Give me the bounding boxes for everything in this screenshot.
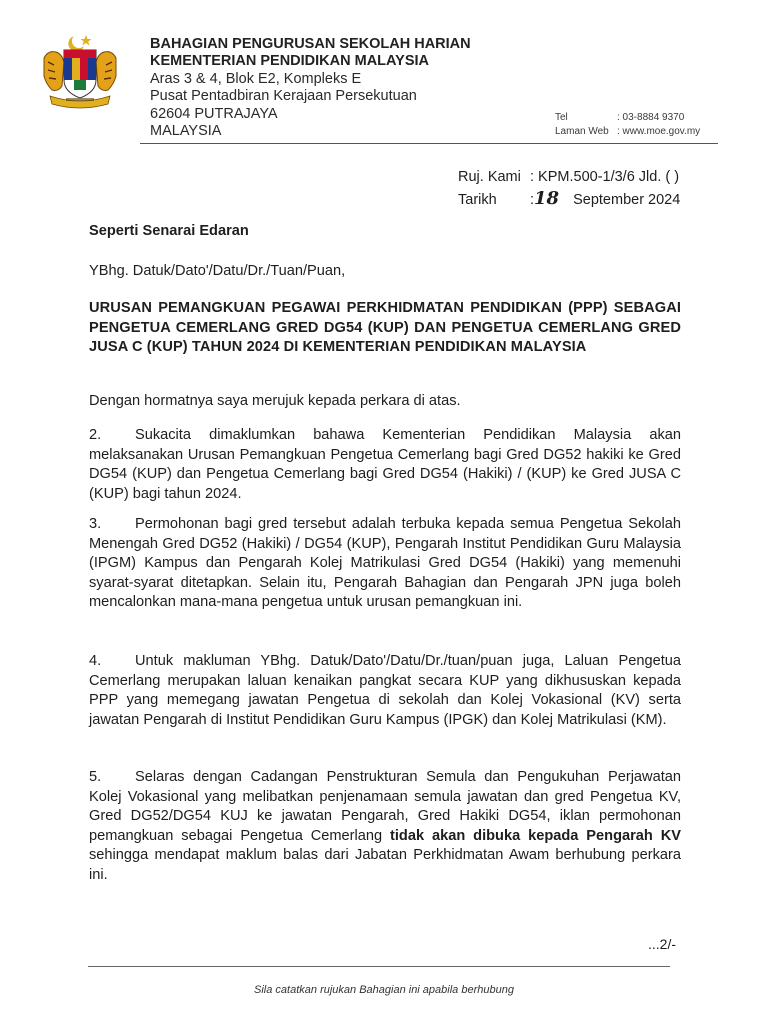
header-divider — [140, 143, 718, 144]
paragraph-2-text: Sukacita dimaklumkan bahawa Kementerian Pendidikan Malaysia akan melaksanakan Urusan Pemangkuan Pengetua Cemerlang bagi Gred DG52 hakiki ke Gred DG54 (KUP) dan Pengetua Cemerlang bagi Gred DG54 (Hakiki) / (KUP) ke Gred JUSA C (KUP) bagi tahun 2024. — [89, 427, 681, 502]
paragraph-5-text-a: Selaras dengan Cadangan Penstrukturan Semula dan Pengukuhan Perjawatan Kolej Vokasional yang melibatkan penjenamaan semula jawatan dan gred Pengetua KV, Gred DG52/DG54 KUJ ke jawatan Pengarah, Gred Hakiki DG54, iklan permohonan pemangkuan sebagai Pengetua Cemerlang — [89, 769, 681, 844]
recipient — [89, 222, 681, 242]
tel-value: : 03-8884 9370 — [617, 112, 685, 123]
letterhead — [150, 36, 471, 140]
paragraph-5 — [89, 768, 681, 886]
paragraph-2-number: 2. — [89, 427, 102, 443]
contact-info — [555, 111, 700, 139]
reference-block — [458, 167, 680, 211]
footer-divider — [88, 966, 670, 967]
web-label: Laman Web — [555, 126, 609, 137]
paragraph-5-emphasis: tidak akan dibuka kepada Pengarah KV — [390, 827, 681, 844]
tel-label: Tel — [555, 112, 568, 123]
ref-label: Ruj. Kami — [458, 169, 521, 185]
paragraph-3-number: 3. — [89, 516, 102, 532]
paragraph-2 — [89, 426, 681, 504]
division-name: BAHAGIAN PENGURUSAN SEKOLAH HARIAN — [150, 36, 471, 52]
paragraph-4 — [89, 652, 681, 730]
salutation-block — [89, 262, 681, 282]
footer-note: Sila catatkan rujukan Bahagian ini apabila berhubung — [254, 984, 514, 996]
recipient-line: Seperti Senarai Edaran — [89, 223, 249, 239]
subject-line: URUSAN PEMANGKUAN PEGAWAI PERKHIDMATAN PENDIDIKAN (PPP) SEBAGAI PENGETUA CEMERLANG GRED DG54 (KUP) DAN PENGETUA CEMERLANG GRED JUSA C (KUP) TAHUN 2024 DI KEMENTERIAN PENDIDIKAN MALAYSIA — [89, 300, 681, 356]
opening-block — [89, 392, 681, 412]
ref-value: : KPM.500-1/3/6 Jld. ( ) — [530, 169, 680, 185]
web-value: : www.moe.gov.my — [617, 126, 701, 137]
page-continuation: ...2/- — [648, 936, 677, 952]
salutation: YBhg. Datuk/Dato'/Datu/Dr./Tuan/Puan, — [89, 263, 346, 279]
date-colon: : — [530, 192, 535, 208]
paragraph-3-text: Permohonan bagi gred tersebut adalah terbuka kepada semua Pengetua Sekolah Menengah Gred DG52 (Hakiki) / DG54 (KUP), Pengarah Institut Pendidikan Guru Malaysia (IPGM) Kampus dan Pengarah Kolej Matrikulasi Gred DG54 (Hakiki) yang memenuhi syarat-syarat ditetapkan. Selain itu, Pengarah Bahagian dan Pengarah JPN juga boleh mencalonkan mana-mana pengetua untuk urusan pemangkuan ini. — [89, 516, 681, 611]
ministry-name: KEMENTERIAN PENDIDIKAN MALAYSIA — [150, 53, 430, 70]
date-month-year: September 2024 — [573, 192, 681, 208]
paragraph-4-text: Untuk makluman YBhg. Datuk/Dato'/Datu/Dr./tuan/puan juga, Laluan Pengetua Cemerlang merupakan laluan kenaikan pangkat secara KUP yang dikhususkan kepada PPP yang memegang jawatan Pengetua di sekolah dan Kolej Vokasional (KV) serta jawatan Pengarah di Institut Pendidikan Guru Kampus (IPGK) dan Kolej Matrikulasi (KM). — [89, 653, 681, 728]
paragraph-5-number: 5. — [89, 769, 102, 785]
address-line-3: 62604 PUTRAJAYA — [150, 105, 278, 122]
date-label: Tarikh — [458, 192, 497, 208]
address-line-4: MALAYSIA — [150, 123, 222, 140]
opening-line: Dengan hormatnya saya merujuk kepada perkara di atas. — [89, 393, 461, 409]
paragraph-4-number: 4. — [89, 653, 102, 669]
paragraph-5-text-b: sehingga mendapat maklum balas dari Jabatan Perkhidmatan Awam berhubung perkara ini. — [89, 847, 681, 883]
date-day-handwritten: 18 — [534, 188, 560, 209]
paragraph-3 — [89, 515, 681, 613]
malaysia-coat-of-arms-icon — [40, 32, 120, 112]
address-line-2: Pusat Pentadbiran Kerajaan Persekutuan — [150, 88, 417, 105]
address-line-1: Aras 3 & 4, Blok E2, Kompleks E — [150, 70, 362, 87]
subject-block — [89, 299, 681, 358]
